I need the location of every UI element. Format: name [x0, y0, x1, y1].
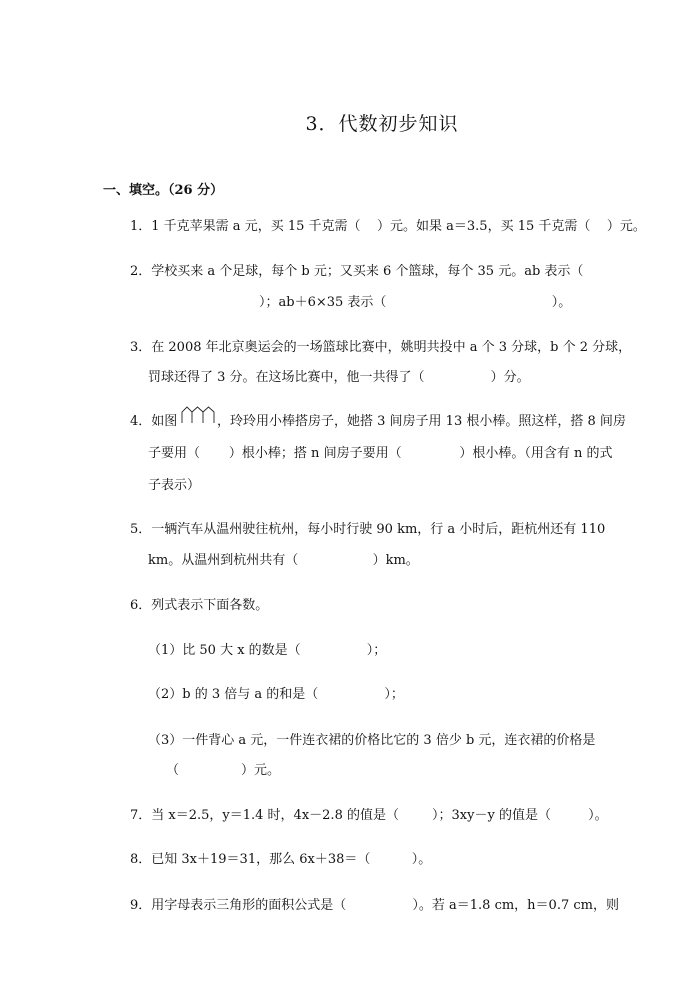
question-5-line-1: 5．一辆汽车从温州驶往杭州，每小时行驶 90 km，行 a 小时后，距杭州还有 110: [130, 522, 606, 537]
question-7: 7．当 x＝2.5，y＝1.4 时，4x－2.8 的值是（ ）；3xy－y 的值是（ ）。: [130, 808, 608, 823]
question-4-line-3: 子表示）: [148, 478, 201, 493]
houses-figure-icon: [181, 406, 215, 424]
question-6-item-1: （1）比 50 大 x 的数是（ ）；: [148, 643, 387, 658]
question-9: 9．用字母表示三角形的面积公式是（ ）。若 a＝1.8 cm，h＝0.7 cm，则: [130, 898, 619, 913]
question-6: 6．列式表示下面各数。: [130, 598, 269, 613]
question-4-prefix: 4．如图: [130, 414, 178, 429]
question-6-item-2: （2）b 的 3 倍与 a 的和是（ ）；: [148, 687, 404, 702]
question-4-line-1: ，玲玲用小棒搭房子，她搭 3 间房子用 13 根小棒。照这样，搭 8 间房: [217, 414, 626, 429]
question-3-line-1: 3．在 2008 年北京奥运会的一场篮球比赛中，姚明共投中 a 个 3 分球，b 个 2 分球，: [130, 340, 632, 355]
question-8: 8．已知 3x＋19＝31，那么 6x＋38＝（ ）。: [130, 852, 432, 867]
question-4-line-2: 子要用（ ）根小棒；搭 n 间房子要用（ ）根小棒。（用含有 n 的式: [148, 446, 613, 461]
question-1: 1．1 千克苹果需 a 元，买 15 千克需（ ）元。如果 a＝3.5，买 15 千克需（ ）元。: [130, 219, 646, 234]
question-5-line-2: km。从温州到杭州共有（ ）km。: [148, 553, 419, 568]
question-2-line-1: 2．学校买来 a 个足球，每个 b 元；又买来 6 个篮球，每个 35 元。ab 表示（: [130, 264, 584, 279]
question-3-line-2: 罚球还得了 3 分。在这场比赛中，他一共得了（ ）分。: [148, 370, 530, 385]
section-heading: 一、填空。（26 分）: [103, 183, 224, 198]
page-title: 3．代数初步知识: [305, 113, 459, 135]
question-6-item-3-line-2: （ ）元。: [166, 763, 280, 778]
question-6-item-3-line-1: （3）一件背心 a 元，一件连衣裙的价格比它的 3 倍少 b 元，连衣裙的价格是: [148, 733, 596, 748]
question-2-line-2: ）；ab＋6×35 表示（ ）。: [259, 295, 572, 310]
